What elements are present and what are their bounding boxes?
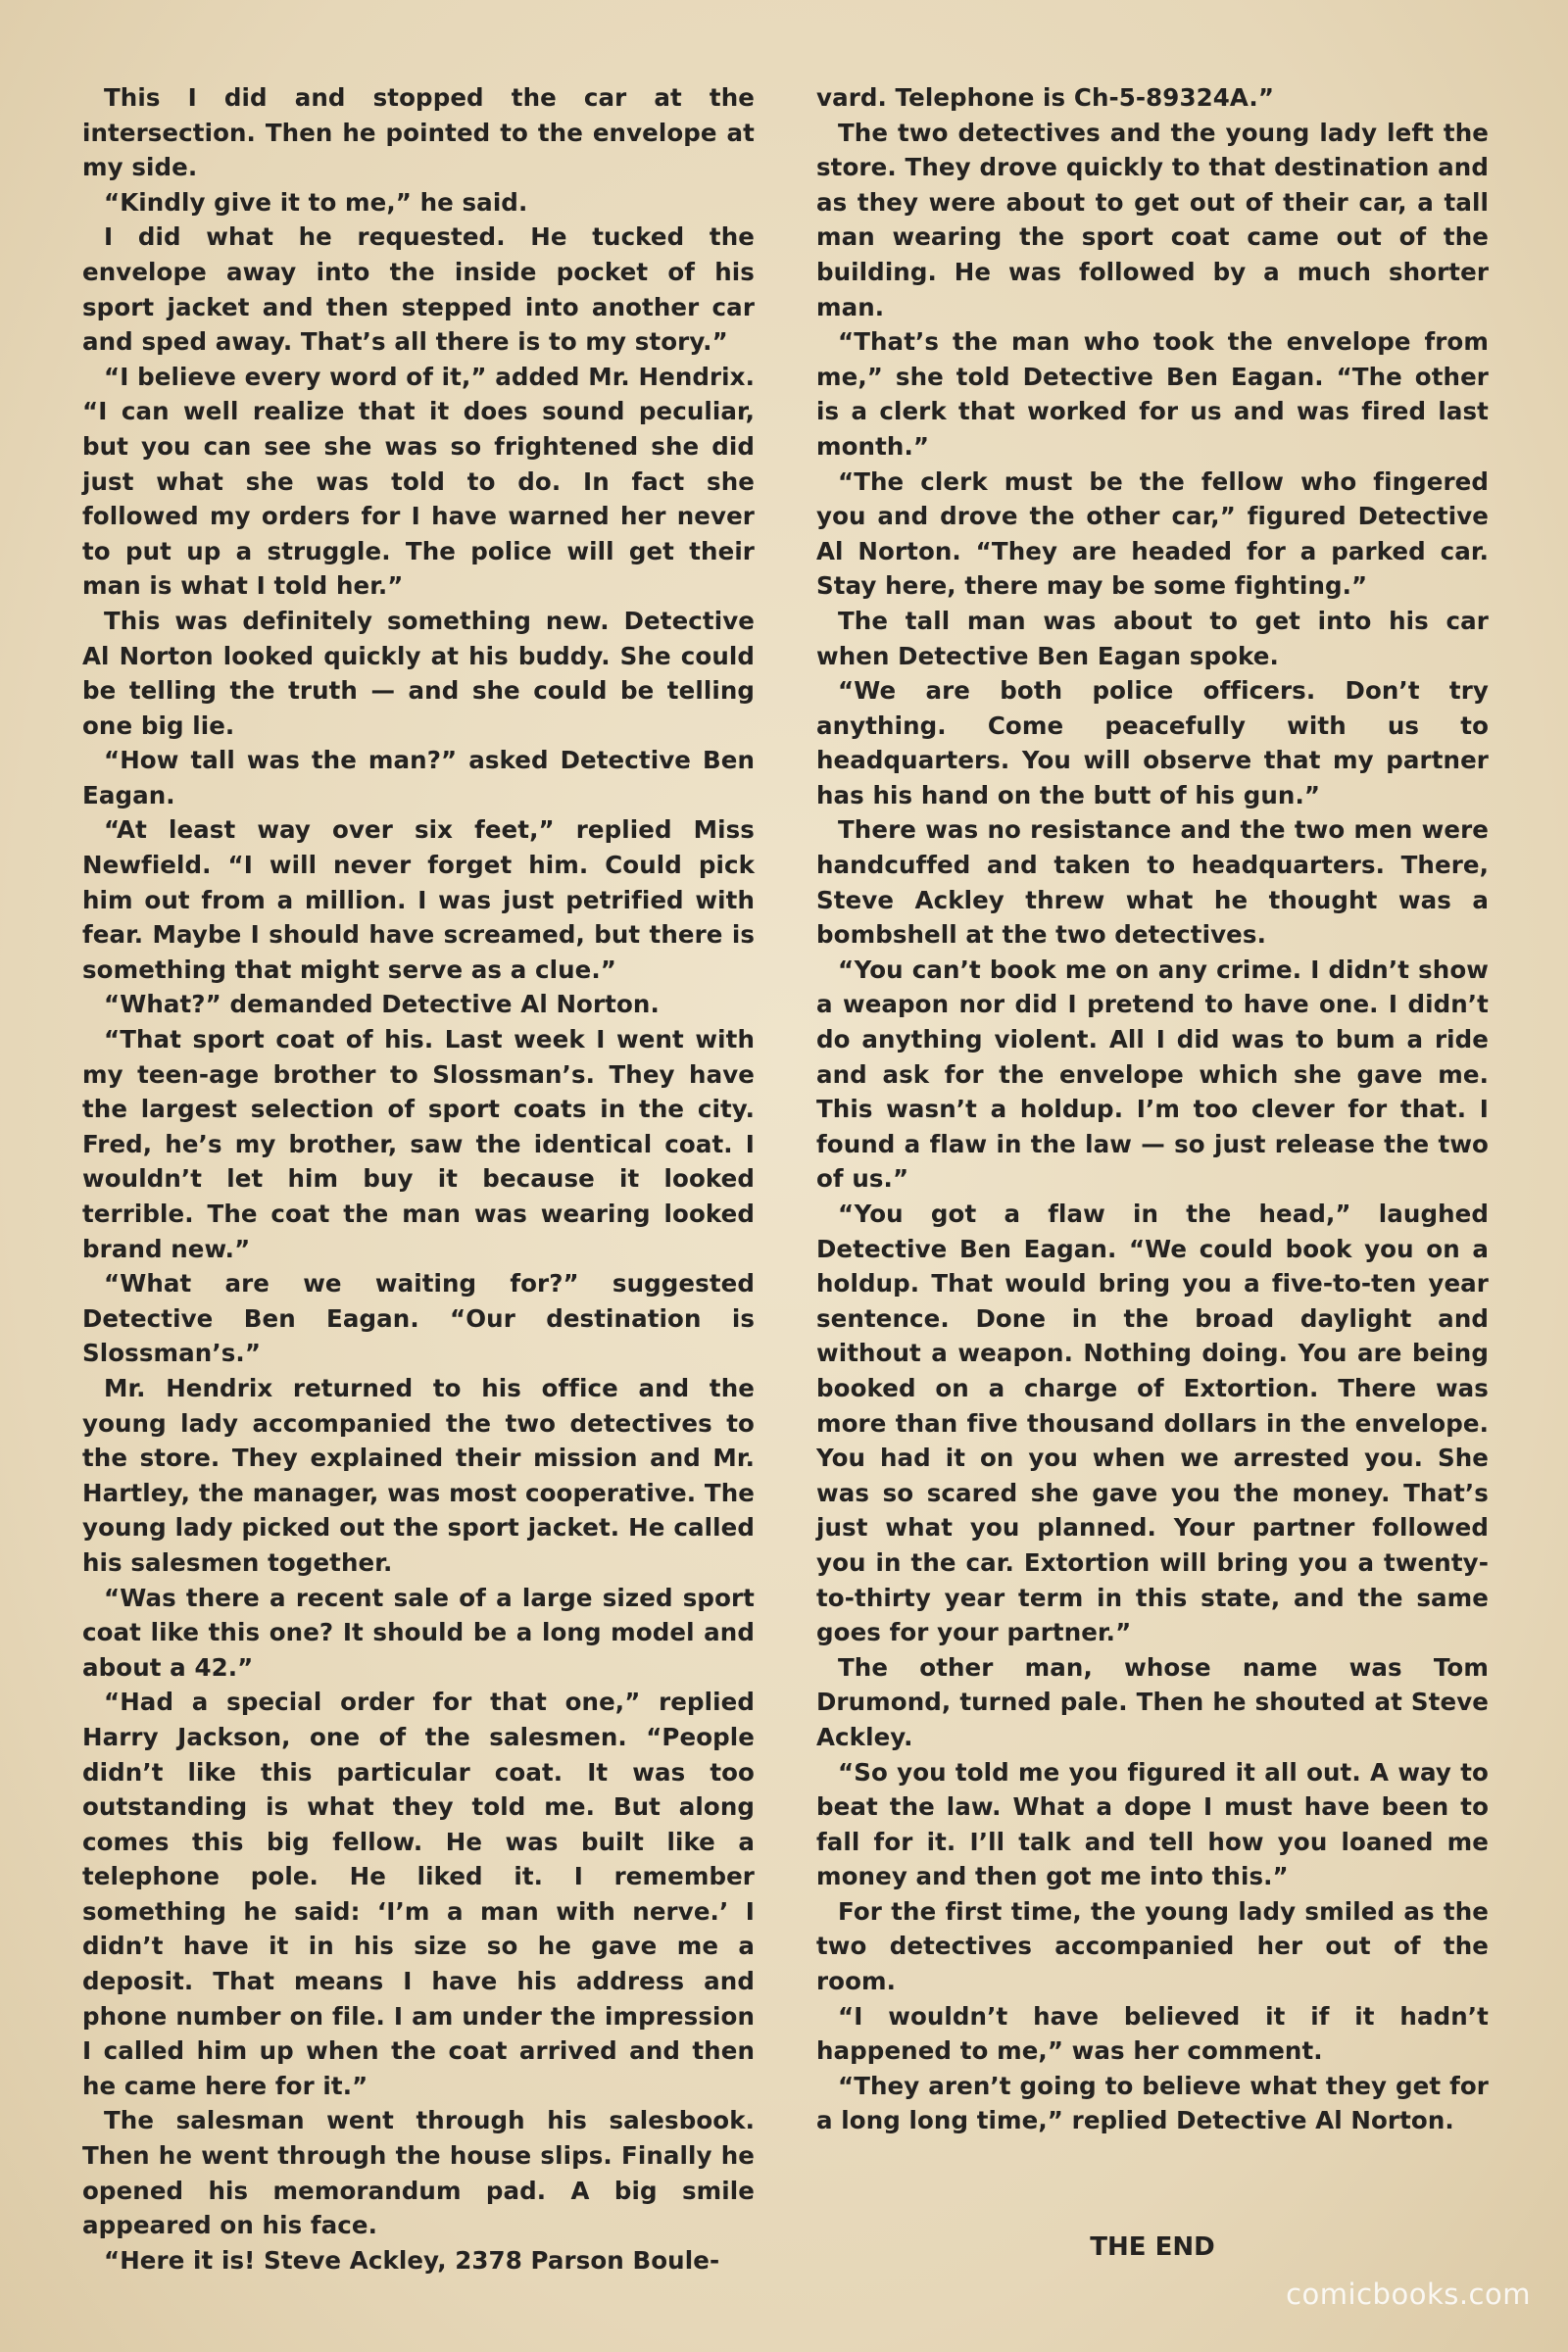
paragraph: This was definitely something new. Detective Al Norton looked quickly at his buddy. She could be telling the truth — and she could be telling one big lie. bbox=[82, 606, 755, 740]
paragraph: “What?” demanded Detective Al Norton. bbox=[104, 990, 660, 1019]
paragraph: “What are we waiting for?” suggested Detective Ben Eagan. “Our destination is Slossman’s.” bbox=[82, 1269, 755, 1368]
paragraph: Mr. Hendrix returned to his office and the young lady accompanied the two detectives to the store. They explained their mission and Mr. Hartley, the manager, was most cooperative. The young lady picked out the sport jacket. He called his salesmen together. bbox=[82, 1373, 755, 1577]
paragraph: “At least way over six feet,” replied Miss Newfield. “I will never forget him. Could pick him out from a million. I was just petrified with fear. Maybe I should have screamed, but there is something that might serve as a clue.” bbox=[82, 815, 755, 984]
paragraph: The tall man was about to get into his car when Detective Ben Eagan spoke. bbox=[816, 606, 1489, 670]
paragraph: “That’s the man who took the envelope from me,” she told Detective Ben Eagan. “The other is a clerk that worked for us and was fired last month.” bbox=[816, 327, 1489, 461]
paragraph: “We are both police officers. Don’t try anything. Come peacefully with us to headquarters. You will observe that my partner has his hand on the butt of his gun.” bbox=[816, 676, 1489, 809]
paragraph: “How tall was the man?” asked Detective Ben Eagan. bbox=[82, 746, 755, 809]
paragraph: There was no resistance and the two men were handcuffed and taken to headquarters. There, Steve Ackley threw what he thought was a bombshell at the two detectives. bbox=[816, 815, 1489, 950]
paragraph: “The clerk must be the fellow who fingered you and drove the other car,” figured Detective Al Norton. “They are headed for a parked car. Stay here, there may be some fighting.” bbox=[816, 466, 1489, 601]
right-text-column bbox=[816, 80, 1489, 2138]
paragraph: “Had a special order for that one,” replied Harry Jackson, one of the salesmen. “People didn’t like this particular coat. It was too outstanding is what they told me. But along comes this big fellow. He was built like a telephone pole. He liked it. I remember something he said: ‘I’m a man with nerve.’ I didn’t have it in his size so he gave me a deposit. That means I have his address and phone number on file. I am under the impression I called him up when the coat arrived and then he came here for it.” bbox=[82, 1688, 755, 2100]
paragraph: “I wouldn’t have believed it if it hadn’t happened to me,” was her comment. bbox=[816, 2001, 1489, 2066]
paragraph: The other man, whose name was Tom Drumond, turned pale. Then he shouted at Steve Ackley. bbox=[816, 1652, 1489, 1751]
paragraph: For the first time, the young lady smiled as the two detectives accompanied her out of the room. bbox=[816, 1896, 1489, 1996]
paragraph: “So you told me you figured it all out. A way to beat the law. What a dope I must have been to fall for it. I’ll talk and tell how you loaned me money and then got me into this.” bbox=[816, 1757, 1489, 1891]
paragraph: I did what he requested. He tucked the envelope away into the inside pocket of his sport jacket and then stepped into another car and sped away. That’s all there is to my story.” bbox=[82, 222, 755, 357]
paragraph: “That sport coat of his. Last week I went with my teen-age brother to Slossman’s. They have the largest selection of sport coats in the city. Fred, he’s my brother, saw the identical coat. I wouldn’t let him buy it because it looked terrible. The coat the man was wearing looked brand new.” bbox=[82, 1025, 755, 1263]
left-text-column bbox=[82, 80, 755, 2278]
paragraph: The salesman went through his salesbook. Then he went through the house slips. Finally he opened his memorandum pad. A big smile appeared on his face. bbox=[82, 2106, 755, 2240]
paragraph: “You got a flaw in the head,” laughed Detective Ben Eagan. “We could book you on a holdup. That would bring you a five-to-ten year sentence. Done in the broad daylight and without a weapon. Nothing doing. You are being booked on a charge of Extortion. There was more than five thousand dollars in the envelope. You had it on you when we arrested you. She was so scared she gave you the money. That’s just what you planned. Your partner followed you in the car. Extortion will bring you a twenty-to-thirty year term in this state, and the same goes for your partner.” bbox=[816, 1200, 1489, 1647]
paragraph: “Kindly give it to me,” he said. bbox=[104, 187, 528, 217]
paragraph: “They aren’t going to believe what they get for a long long time,” replied Detective Al Norton. bbox=[816, 2071, 1489, 2135]
the-end-label: THE END bbox=[1090, 2232, 1215, 2262]
paragraph: This I did and stopped the car at the intersection. Then he pointed to the envelope at my side. bbox=[82, 83, 755, 182]
paragraph: “I believe every word of it,” added Mr. Hendrix. “I can well realize that it does sound peculiar, but you can see she was so frightened she did just what she was told to do. In fact she followed my orders for I have warned her never to put up a struggle. The police will get their man is what I told her.” bbox=[82, 362, 755, 601]
paragraph: vard. Telephone is Ch-5-89324A.” bbox=[816, 83, 1275, 112]
site-watermark: comicbooks.com bbox=[1286, 2278, 1531, 2311]
paragraph: The two detectives and the young lady left the store. They drove quickly to that destination and as they were about to get out of their car, a tall man wearing the sport coat came out of the building. He was followed by a much shorter man. bbox=[816, 118, 1489, 321]
paragraph: “Here it is! Steve Ackley, 2378 Parson Boule- bbox=[104, 2245, 720, 2275]
paragraph: “You can’t book me on any crime. I didn’t show a weapon nor did I pretend to have one. I didn’t do anything violent. All I did was to bum a ride and ask for the envelope which she gave me. This wasn’t a holdup. I’m too clever for that. I found a flaw in the law — so just release the two of us.” bbox=[816, 955, 1489, 1194]
paragraph: “Was there a recent sale of a large sized sport coat like this one? It should be a long model and about a 42.” bbox=[82, 1583, 755, 1682]
